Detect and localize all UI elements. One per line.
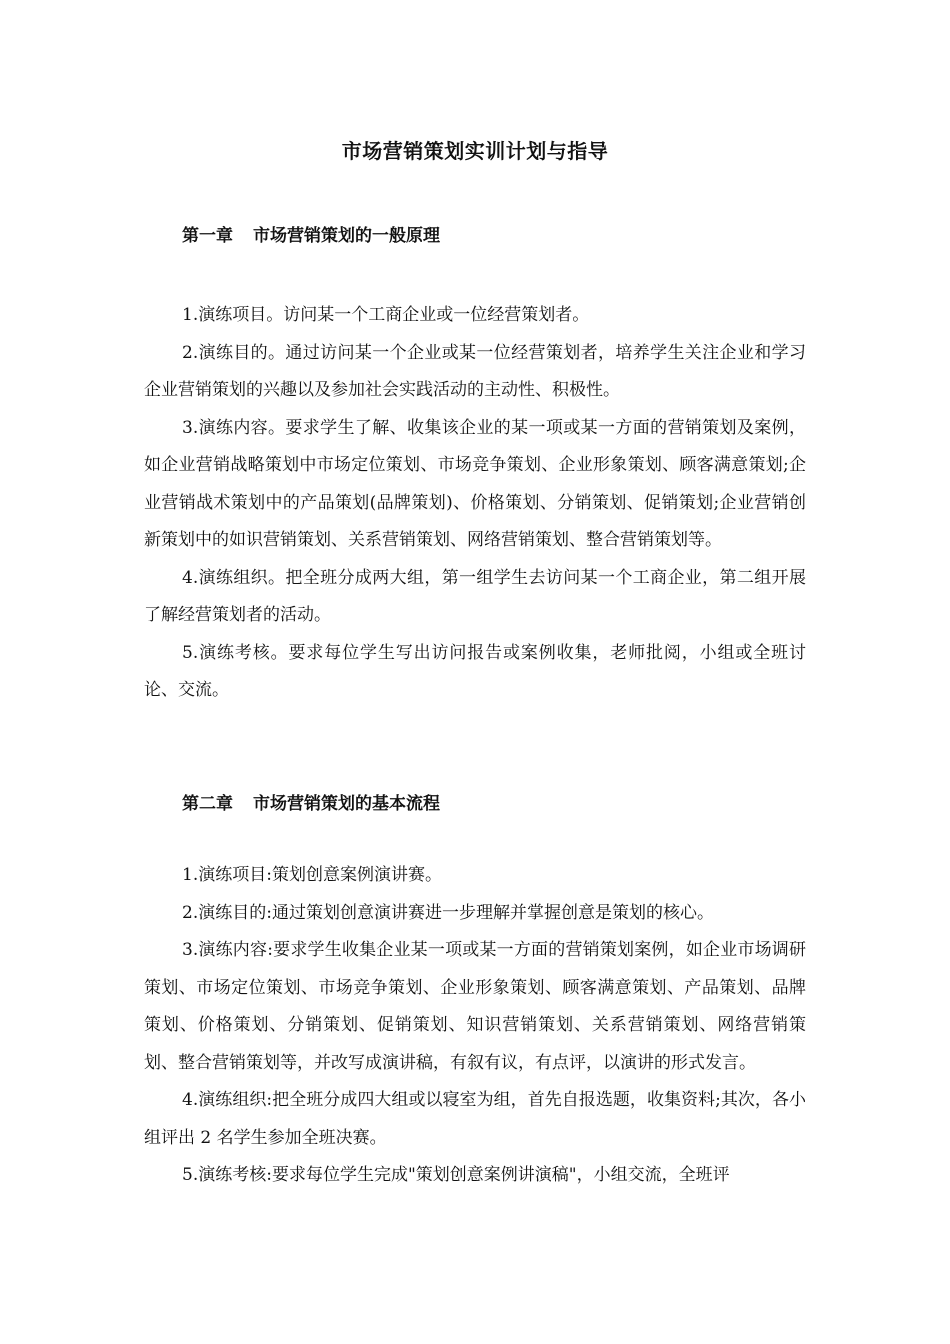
- chapter-1-paragraph: 2.演练目的。通过访问某一个企业或某一位经营策划者，培养学生关注企业和学习企业营销策划的兴趣以及参加社会实践活动的主动性、积极性。: [144, 342, 806, 400]
- chapter-2-paragraph: 1.演练项目:策划创意案例演讲赛。: [182, 865, 442, 885]
- chapter-1-paragraph: 5.演练考核。要求每位学生写出访问报告或案例收集，老师批阅，小组或全班讨论、交流。: [144, 642, 806, 700]
- chapter-2-title: 市场营销策划的基本流程: [253, 794, 440, 814]
- document-title: 市场营销策划实训计划与指导: [341, 139, 609, 163]
- chapter-1-paragraph: 3.演练内容。要求学生了解、收集该企业的某一项或某一方面的营销策划及案例，如企业营销战略策划中市场定位策划、市场竞争策划、企业形象策划、顾客满意策划;企业营销战术策划中的产品策划(品牌策划)、价格策划、分销策划、促销策划;企业营销创新策划中的如识营销策划、关系营销策划、网络营销策划、整合营销策划等。: [144, 417, 806, 550]
- chapter-2-paragraph: 4.演练组织:把全班分成四大组或以寝室为组，首先自报选题，收集资料;其次，各小组评出 2 名学生参加全班决赛。: [144, 1090, 806, 1148]
- chapter-2-paragraph: 5.演练考核:要求每位学生完成"策划创意案例讲演稿"，小组交流，全班评: [182, 1165, 730, 1185]
- chapter-1-body: [144, 297, 806, 710]
- chapter-1-heading: [182, 223, 440, 249]
- chapter-1-title: 市场营销策划的一般原理: [253, 226, 440, 246]
- chapter-1-number: 第一章: [182, 226, 233, 246]
- chapter-2-number: 第二章: [182, 794, 233, 814]
- chapter-2-heading: [182, 791, 440, 817]
- chapter-1-paragraph: 1.演练项目。访问某一个工商企业或一位经营策划者。: [182, 305, 590, 325]
- chapter-2-paragraph: 2.演练目的:通过策划创意演讲赛进一步理解并掌握创意是策划的核心。: [182, 902, 714, 923]
- chapter-1-paragraph: 4.演练组织。把全班分成两大组，第一组学生去访问某一个工商企业，第二组开展了解经营策划者的活动。: [144, 567, 806, 625]
- chapter-2-body: [144, 857, 806, 1195]
- chapter-2-paragraph: 3.演练内容:要求学生收集企业某一项或某一方面的营销策划案例，如企业市场调研策划、市场定位策划、市场竞争策划、企业形象策划、顾客满意策划、产品策划、品牌策划、价格策划、分销策划、促销策划、知识营销策划、关系营销策划、网络营销策划、整合营销策划等，并改写成演讲稿，有叙有议，有点评，以演讲的形式发言。: [144, 940, 806, 1073]
